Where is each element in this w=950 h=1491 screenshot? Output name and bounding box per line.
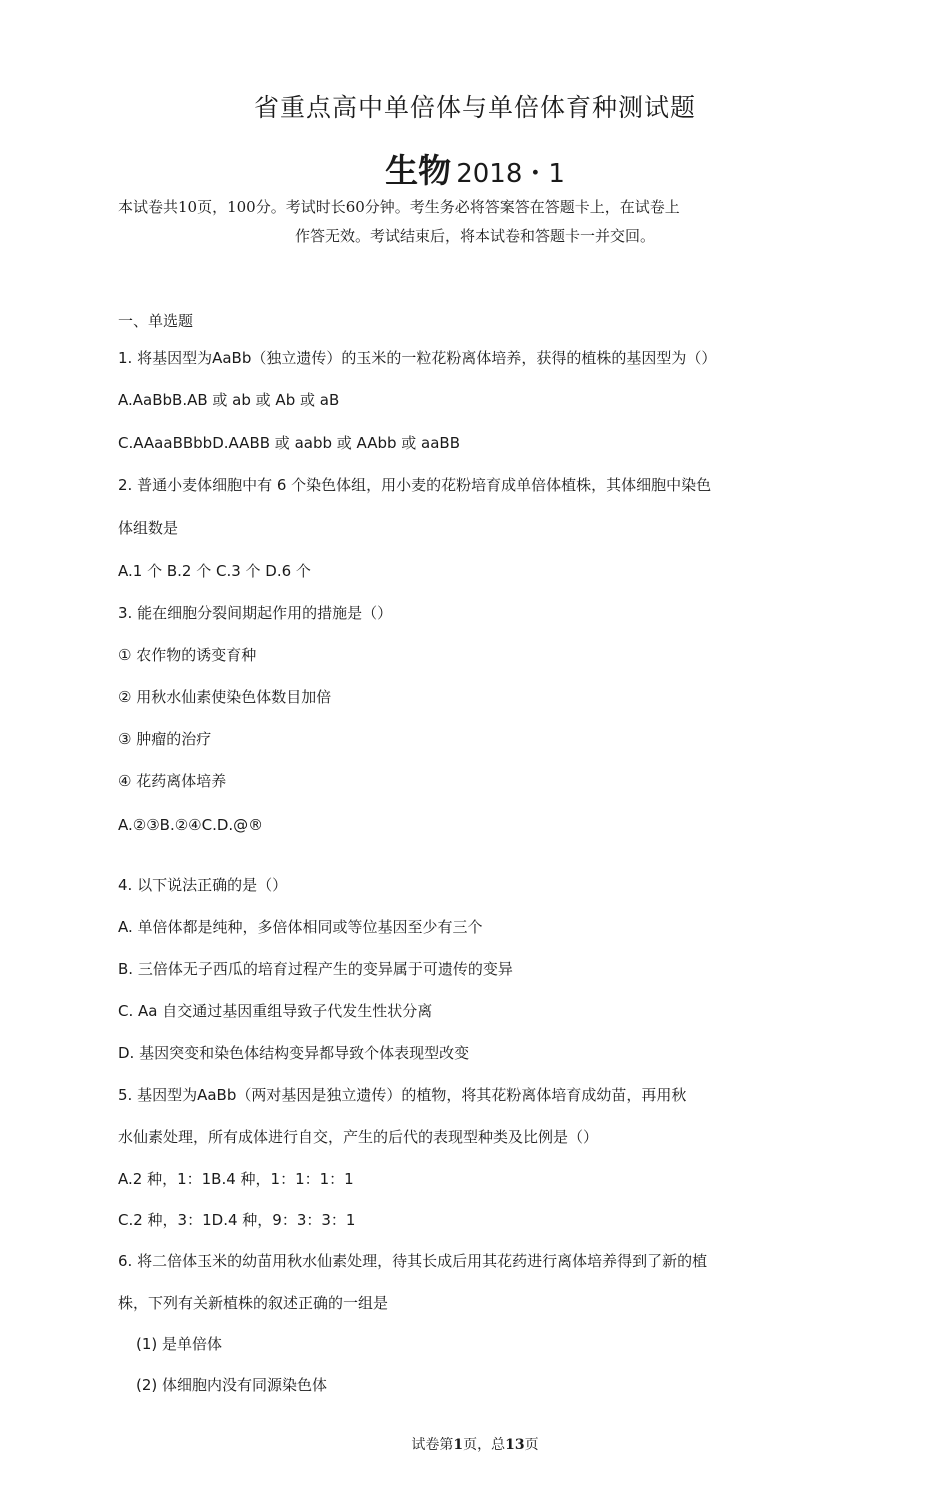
q5-options-ab: A.2 种，1：1B.4 种，1：1：1：1 bbox=[118, 1170, 354, 1188]
q3-options: A.②③B.②④C.D.@® bbox=[118, 816, 264, 834]
footer-total: 13 bbox=[505, 1437, 525, 1453]
question-6-cont: 株，下列有关新植株的叙述正确的一组是 bbox=[118, 1294, 389, 1312]
q4-option-b: B. 三倍体无子西瓜的培育过程产生的变异属于可遗传的变异 bbox=[118, 960, 513, 978]
section-heading: 一、单选题 bbox=[118, 312, 194, 330]
q1-options-ab: A.AaBbB.AB 或 ab 或 Ab 或 aB bbox=[118, 391, 340, 409]
page-subtitle bbox=[0, 145, 950, 192]
question-3: 3. 能在细胞分裂间期起作用的措施是（） bbox=[118, 604, 393, 622]
q6-item-2: (2) 体细胞内没有同源染色体 bbox=[136, 1376, 328, 1394]
question-2-cont: 体组数是 bbox=[118, 519, 179, 537]
q4-option-c: C. Aa 自交通过基因重组导致子代发生性状分离 bbox=[118, 1002, 433, 1020]
footer-suffix: 页 bbox=[524, 1437, 539, 1453]
question-5-cont: 水仙素处理，所有成体进行自交，产生的后代的表现型种类及比例是（） bbox=[118, 1128, 599, 1146]
q3-item-4: ④ 花药离体培养 bbox=[118, 772, 227, 790]
page-footer bbox=[0, 1434, 950, 1454]
q2-options: A.1 个 B.2 个 C.3 个 D.6 个 bbox=[118, 562, 311, 580]
subject: 生物 bbox=[385, 151, 452, 190]
footer-page: 1 bbox=[453, 1437, 464, 1453]
question-5: 5. 基因型为AaBb（两对基因是独立遗传）的植物，将其花粉离体培育成幼苗，再用秋 bbox=[118, 1086, 687, 1104]
footer-prefix: 试卷第 bbox=[411, 1437, 454, 1453]
exam-date: 2018・1 bbox=[456, 159, 565, 189]
q1-options-cd: C.AAaaBBbbD.AABB 或 aabb 或 AAbb 或 aaBB bbox=[118, 434, 461, 452]
question-1: 1. 将基因型为AaBb（独立遗传）的玉米的一粒花粉离体培养，获得的植株的基因型为（） bbox=[118, 349, 717, 367]
question-4: 4. 以下说法正确的是（） bbox=[118, 876, 288, 894]
q4-option-d: D. 基因突变和染色体结构变异都导致个体表现型改变 bbox=[118, 1044, 470, 1062]
intro-line-1: 本试卷共10页，100分。考试时长60分钟。考生务必将答案答在答题卡上，在试卷上 bbox=[118, 198, 680, 216]
question-6: 6. 将二倍体玉米的幼苗用秋水仙素处理，待其长成后用其花药进行离体培养得到了新的植 bbox=[118, 1252, 708, 1270]
q5-options-cd: C.2 种，3：1D.4 种，9：3：3：1 bbox=[118, 1211, 356, 1229]
page-title: 省重点高中单倍体与单倍体育种测试题 bbox=[253, 93, 696, 122]
q4-option-a: A. 单倍体都是纯种，多倍体相同或等位基因至少有三个 bbox=[118, 918, 483, 936]
intro-line-2: 作答无效。考试结束后，将本试卷和答题卡一并交回。 bbox=[294, 227, 655, 245]
question-2: 2. 普通小麦体细胞中有 6 个染色体组，用小麦的花粉培育成单倍体植株，其体细胞中染色 bbox=[118, 476, 712, 494]
q6-item-1: (1) 是单倍体 bbox=[136, 1335, 223, 1353]
q3-item-2: ② 用秋水仙素使染色体数目加倍 bbox=[118, 688, 332, 706]
q3-item-1: ① 农作物的诱变育种 bbox=[118, 646, 257, 664]
footer-mid: 页，总 bbox=[463, 1437, 506, 1453]
q3-item-3: ③ 肿瘤的治疗 bbox=[118, 730, 212, 748]
